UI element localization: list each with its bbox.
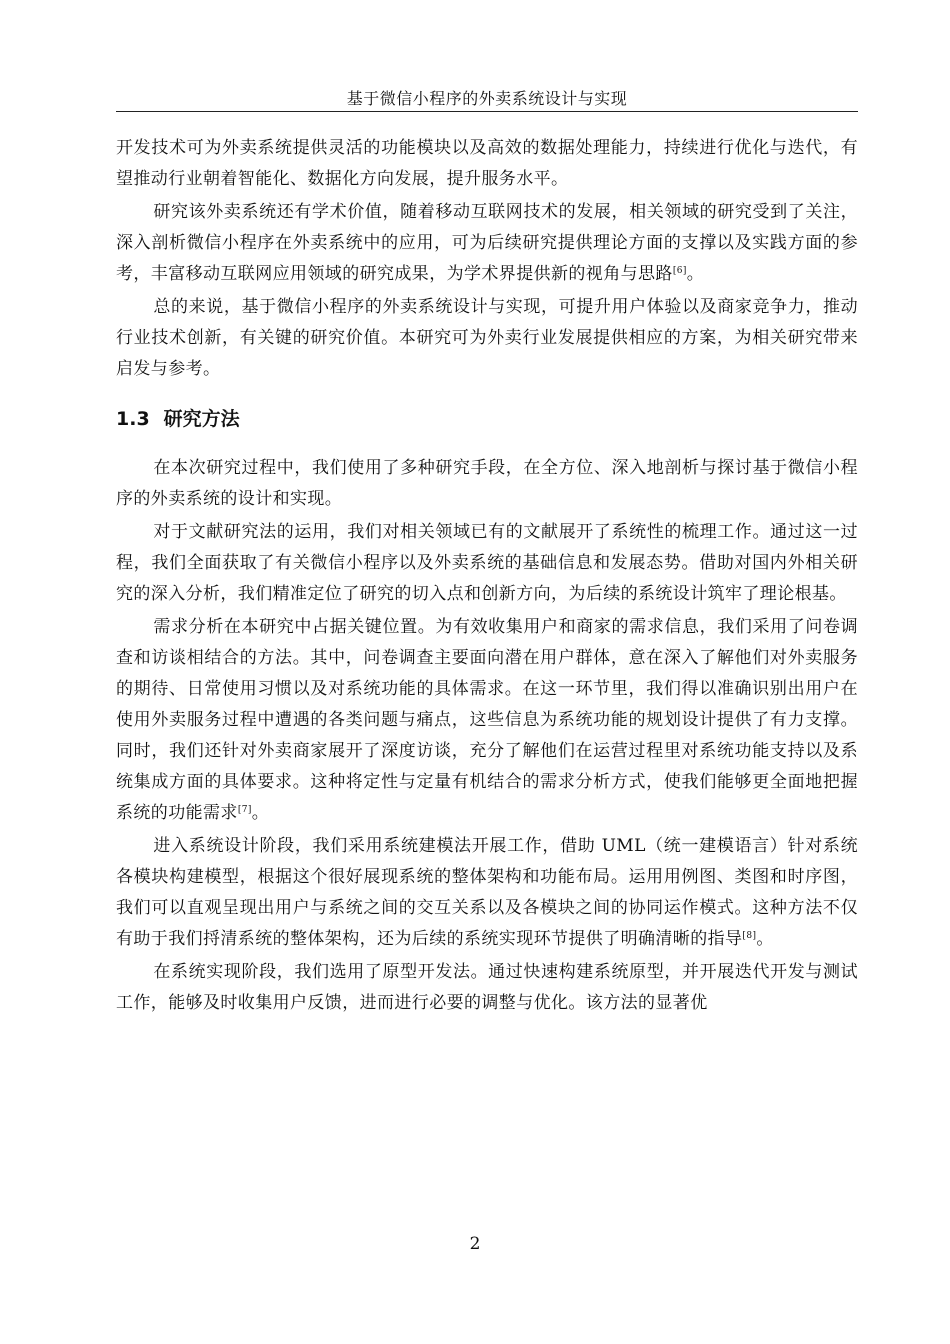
citation: [6] — [672, 266, 687, 276]
paragraph: 研究该外卖系统还有学术价值，随着移动互联网技术的发展，相关领域的研究受到了关注，深入剖析微信小程序在外卖系统中的应用，可为后续研究提供理论方面的支撑以及实践方面的参考，丰富移动互联网应用领域的研究成果，为学术界提供新的视角与思路[6]。 — [116, 202, 858, 284]
section-number: 1.3 — [116, 408, 150, 430]
citation: [7] — [237, 805, 252, 815]
section-title: 研究方法 — [163, 408, 240, 430]
paragraph: 在本次研究过程中，我们使用了多种研究手段，在全方位、深入地剖析与探讨基于微信小程序的外卖系统的设计和实现。 — [116, 458, 858, 509]
running-header: 基于微信小程序的外卖系统设计与实现 — [346, 89, 628, 108]
paragraph: 进入系统设计阶段，我们采用系统建模法开展工作，借助 UML（统一建模语言）针对系统各模块构建模型，根据这个很好展现系统的整体架构和功能布局。运用用例图、类图和时序图，我们可以直观呈现出用户与系统之间的交互关系以及各模块之间的协同运作模式。这种方法不仅有助于我们捋清系统的整体架构，还为后续的系统实现环节提供了明确清晰的指导[8]。 — [116, 836, 858, 949]
paragraph: 对于文献研究法的运用，我们对相关领域已有的文献展开了系统性的梳理工作。通过这一过程，我们全面获取了有关微信小程序以及外卖系统的基础信息和发展态势。借助对国内外相关研究的深入分析，我们精准定位了研究的切入点和创新方向，为后续的系统设计筑牢了理论根基。 — [116, 522, 858, 604]
page-body — [116, 133, 858, 1021]
paragraph: 需求分析在本研究中占据关键位置。为有效收集用户和商家的需求信息，我们采用了问卷调查和访谈相结合的方法。其中，问卷调查主要面向潜在用户群体，意在深入了解他们对外卖服务的期待、日常使用习惯以及对系统功能的具体需求。在这一环节里，我们得以准确识别出用户在使用外卖服务过程中遭遇的各类问题与痛点，这些信息为系统功能的规划设计提供了有力支撑。同时，我们还针对外卖商家展开了深度访谈，充分了解他们在运营过程里对系统功能支持以及系统集成方面的具体要求。这种将定性与定量有机结合的需求分析方式，使我们能够更全面地把握系统的功能需求[7]。 — [116, 617, 858, 823]
page-number: 2 — [469, 1234, 481, 1254]
paragraph: 开发技术可为外卖系统提供灵活的功能模块以及高效的数据处理能力，持续进行优化与迭代，有望推动行业朝着智能化、数据化方向发展，提升服务水平。 — [116, 138, 858, 189]
paragraph: 总的来说，基于微信小程序的外卖系统设计与实现，可提升用户体验以及商家竞争力，推动行业技术创新，有关键的研究价值。本研究可为外卖行业发展提供相应的方案，为相关研究带来启发与参考。 — [116, 297, 858, 379]
section-heading — [116, 405, 858, 433]
paragraph: 在系统实现阶段，我们选用了原型开发法。通过快速构建系统原型，并开展迭代开发与测试工作，能够及时收集用户反馈，进而进行必要的调整与优化。该方法的显著优 — [116, 962, 858, 1013]
header-divider — [116, 111, 858, 112]
citation: [8] — [742, 931, 757, 941]
